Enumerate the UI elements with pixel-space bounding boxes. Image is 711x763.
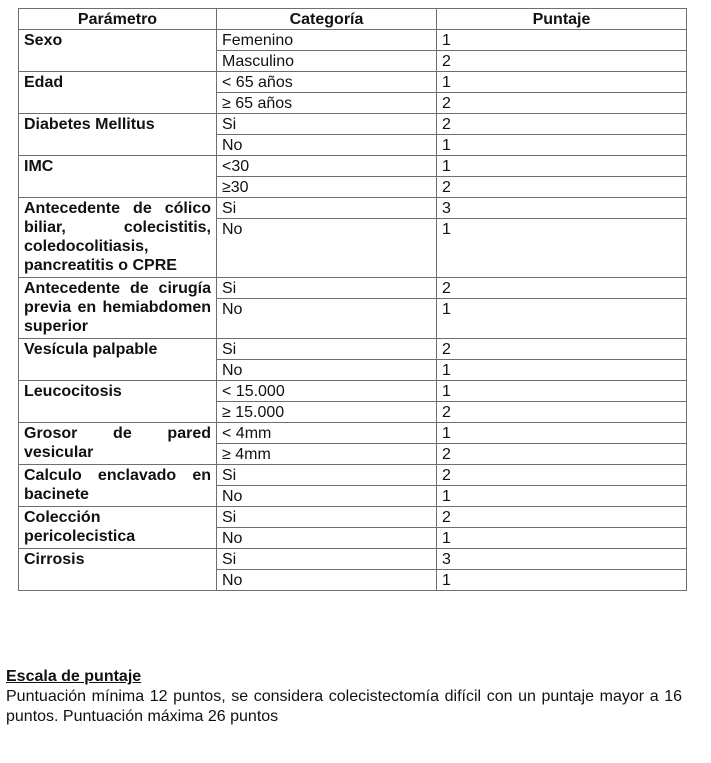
category-cell: No <box>217 570 437 591</box>
category-cell: ≥ 4mm <box>217 444 437 465</box>
score-cell: 1 <box>437 219 687 278</box>
score-cell: 2 <box>437 278 687 299</box>
table-row <box>19 381 687 402</box>
category-cell: No <box>217 486 437 507</box>
score-cell: 1 <box>437 72 687 93</box>
score-cell: 1 <box>437 570 687 591</box>
notes-text: Puntuación mínima 12 puntos, se considera colecistectomía difícil con un puntaje mayor a 16 puntos. Puntuación máxima 26 puntos <box>6 688 682 725</box>
table-row <box>19 339 687 360</box>
score-cell: 1 <box>437 30 687 51</box>
score-cell: 1 <box>437 423 687 444</box>
category-cell: Femenino <box>217 30 437 51</box>
score-cell: 2 <box>437 93 687 114</box>
table-row <box>19 278 687 299</box>
score-cell: 1 <box>437 381 687 402</box>
param-cell: Cirrosis <box>19 549 217 591</box>
category-cell: Masculino <box>217 51 437 72</box>
notes-heading: Escala de puntaje <box>6 668 142 685</box>
category-cell: < 4mm <box>217 423 437 444</box>
header-puntaje: Puntaje <box>437 9 687 30</box>
table-header-row <box>19 9 687 30</box>
category-cell: <30 <box>217 156 437 177</box>
param-cell: Antecedente de cirugía previa en hemiabdomen superior <box>19 278 217 339</box>
param-cell: Calculo enclavado en bacinete <box>19 465 217 507</box>
score-notes <box>6 667 682 727</box>
category-cell: Si <box>217 114 437 135</box>
score-cell: 1 <box>437 360 687 381</box>
score-cell: 2 <box>437 444 687 465</box>
score-cell: 2 <box>437 51 687 72</box>
table-row <box>19 30 687 51</box>
table-row <box>19 72 687 93</box>
category-cell: Si <box>217 465 437 486</box>
score-cell: 2 <box>437 177 687 198</box>
table-row <box>19 465 687 486</box>
score-cell: 1 <box>437 528 687 549</box>
table-row <box>19 423 687 444</box>
param-cell: Edad <box>19 72 217 114</box>
param-cell: Grosor de pared vesicular <box>19 423 217 465</box>
header-categoria: Categoría <box>217 9 437 30</box>
table-body <box>19 30 687 591</box>
scoring-table <box>18 8 687 591</box>
table-row <box>19 507 687 528</box>
score-cell: 2 <box>437 402 687 423</box>
category-cell: Si <box>217 339 437 360</box>
param-cell: Diabetes Mellitus <box>19 114 217 156</box>
category-cell: No <box>217 219 437 278</box>
table-row <box>19 198 687 219</box>
param-cell: Sexo <box>19 30 217 72</box>
category-cell: ≥30 <box>217 177 437 198</box>
category-cell: No <box>217 528 437 549</box>
table-row <box>19 156 687 177</box>
table-row <box>19 549 687 570</box>
score-cell: 3 <box>437 549 687 570</box>
category-cell: No <box>217 135 437 156</box>
score-cell: 1 <box>437 486 687 507</box>
category-cell: ≥ 65 años <box>217 93 437 114</box>
score-cell: 2 <box>437 339 687 360</box>
score-cell: 2 <box>437 507 687 528</box>
category-cell: < 65 años <box>217 72 437 93</box>
category-cell: No <box>217 299 437 339</box>
score-cell: 3 <box>437 198 687 219</box>
score-cell: 1 <box>437 299 687 339</box>
score-cell: 2 <box>437 114 687 135</box>
param-cell: Vesícula palpable <box>19 339 217 381</box>
score-cell: 1 <box>437 135 687 156</box>
score-cell: 1 <box>437 156 687 177</box>
header-parametro: Parámetro <box>19 9 217 30</box>
category-cell: Si <box>217 549 437 570</box>
category-cell: Si <box>217 278 437 299</box>
param-cell: Colección pericolecistica <box>19 507 217 549</box>
category-cell: No <box>217 360 437 381</box>
param-cell: IMC <box>19 156 217 198</box>
param-cell: Antecedente de cólico biliar, colecistitis, coledocolitiasis, pancreatitis o CPRE <box>19 198 217 278</box>
category-cell: Si <box>217 507 437 528</box>
category-cell: Si <box>217 198 437 219</box>
param-cell: Leucocitosis <box>19 381 217 423</box>
category-cell: ≥ 15.000 <box>217 402 437 423</box>
score-cell: 2 <box>437 465 687 486</box>
table-row <box>19 114 687 135</box>
category-cell: < 15.000 <box>217 381 437 402</box>
